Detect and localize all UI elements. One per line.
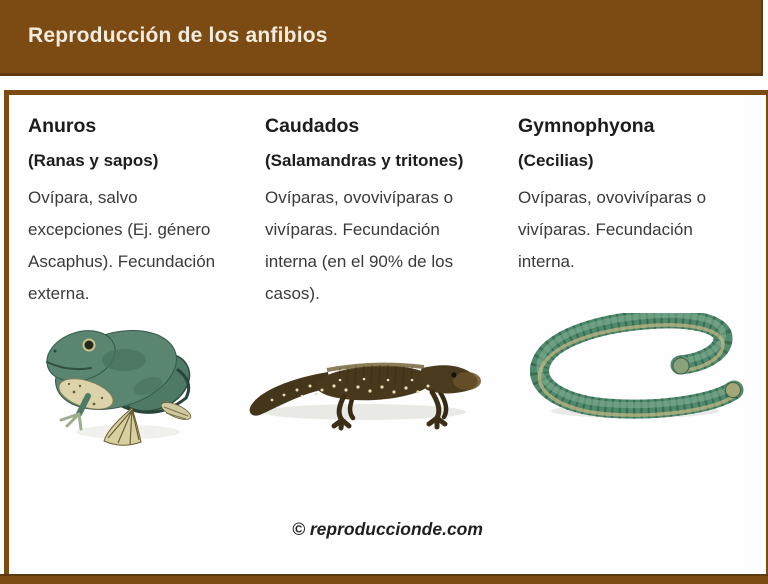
content-panel xyxy=(4,90,768,584)
description-line: externa. xyxy=(28,284,90,303)
site-credit: © reproduccionde.com xyxy=(292,519,483,539)
frog-illustration xyxy=(36,310,208,448)
salamander-illustration xyxy=(242,338,492,433)
page-title: Reproducción de los anfibios xyxy=(28,23,328,47)
description-line: excepciones (Ej. género xyxy=(28,220,211,239)
column-caudados xyxy=(265,115,463,310)
column-subtitle: (Cecilias) xyxy=(518,151,594,170)
description-line: Ovíparas, ovovivíparas o xyxy=(265,188,454,207)
column-title: Gymnophyona xyxy=(518,115,655,137)
description-line: vivíparas. Fecundación xyxy=(265,220,440,239)
description-line: Ascaphus). Fecundación xyxy=(28,252,216,271)
bottom-bar xyxy=(0,574,768,584)
column-subtitle: (Ranas y sapos) xyxy=(28,151,159,170)
description-line: casos). xyxy=(265,284,320,303)
column-title: Anuros xyxy=(28,115,97,137)
column-title: Caudados xyxy=(265,115,360,137)
description-line: interna. xyxy=(518,252,575,271)
description-line: Ovípara, salvo xyxy=(28,188,138,207)
column-subtitle: (Salamandras y tritones) xyxy=(265,151,464,170)
description-line: interna (en el 90% de los xyxy=(265,252,454,271)
column-gymnophyona xyxy=(518,115,706,278)
header-bar xyxy=(0,0,763,76)
column-anuros xyxy=(28,115,215,310)
description-line: vivíparas. Fecundación xyxy=(518,220,693,239)
description-line: Ovíparas, ovovivíparas o xyxy=(518,188,707,207)
caecilian-illustration xyxy=(530,313,745,423)
